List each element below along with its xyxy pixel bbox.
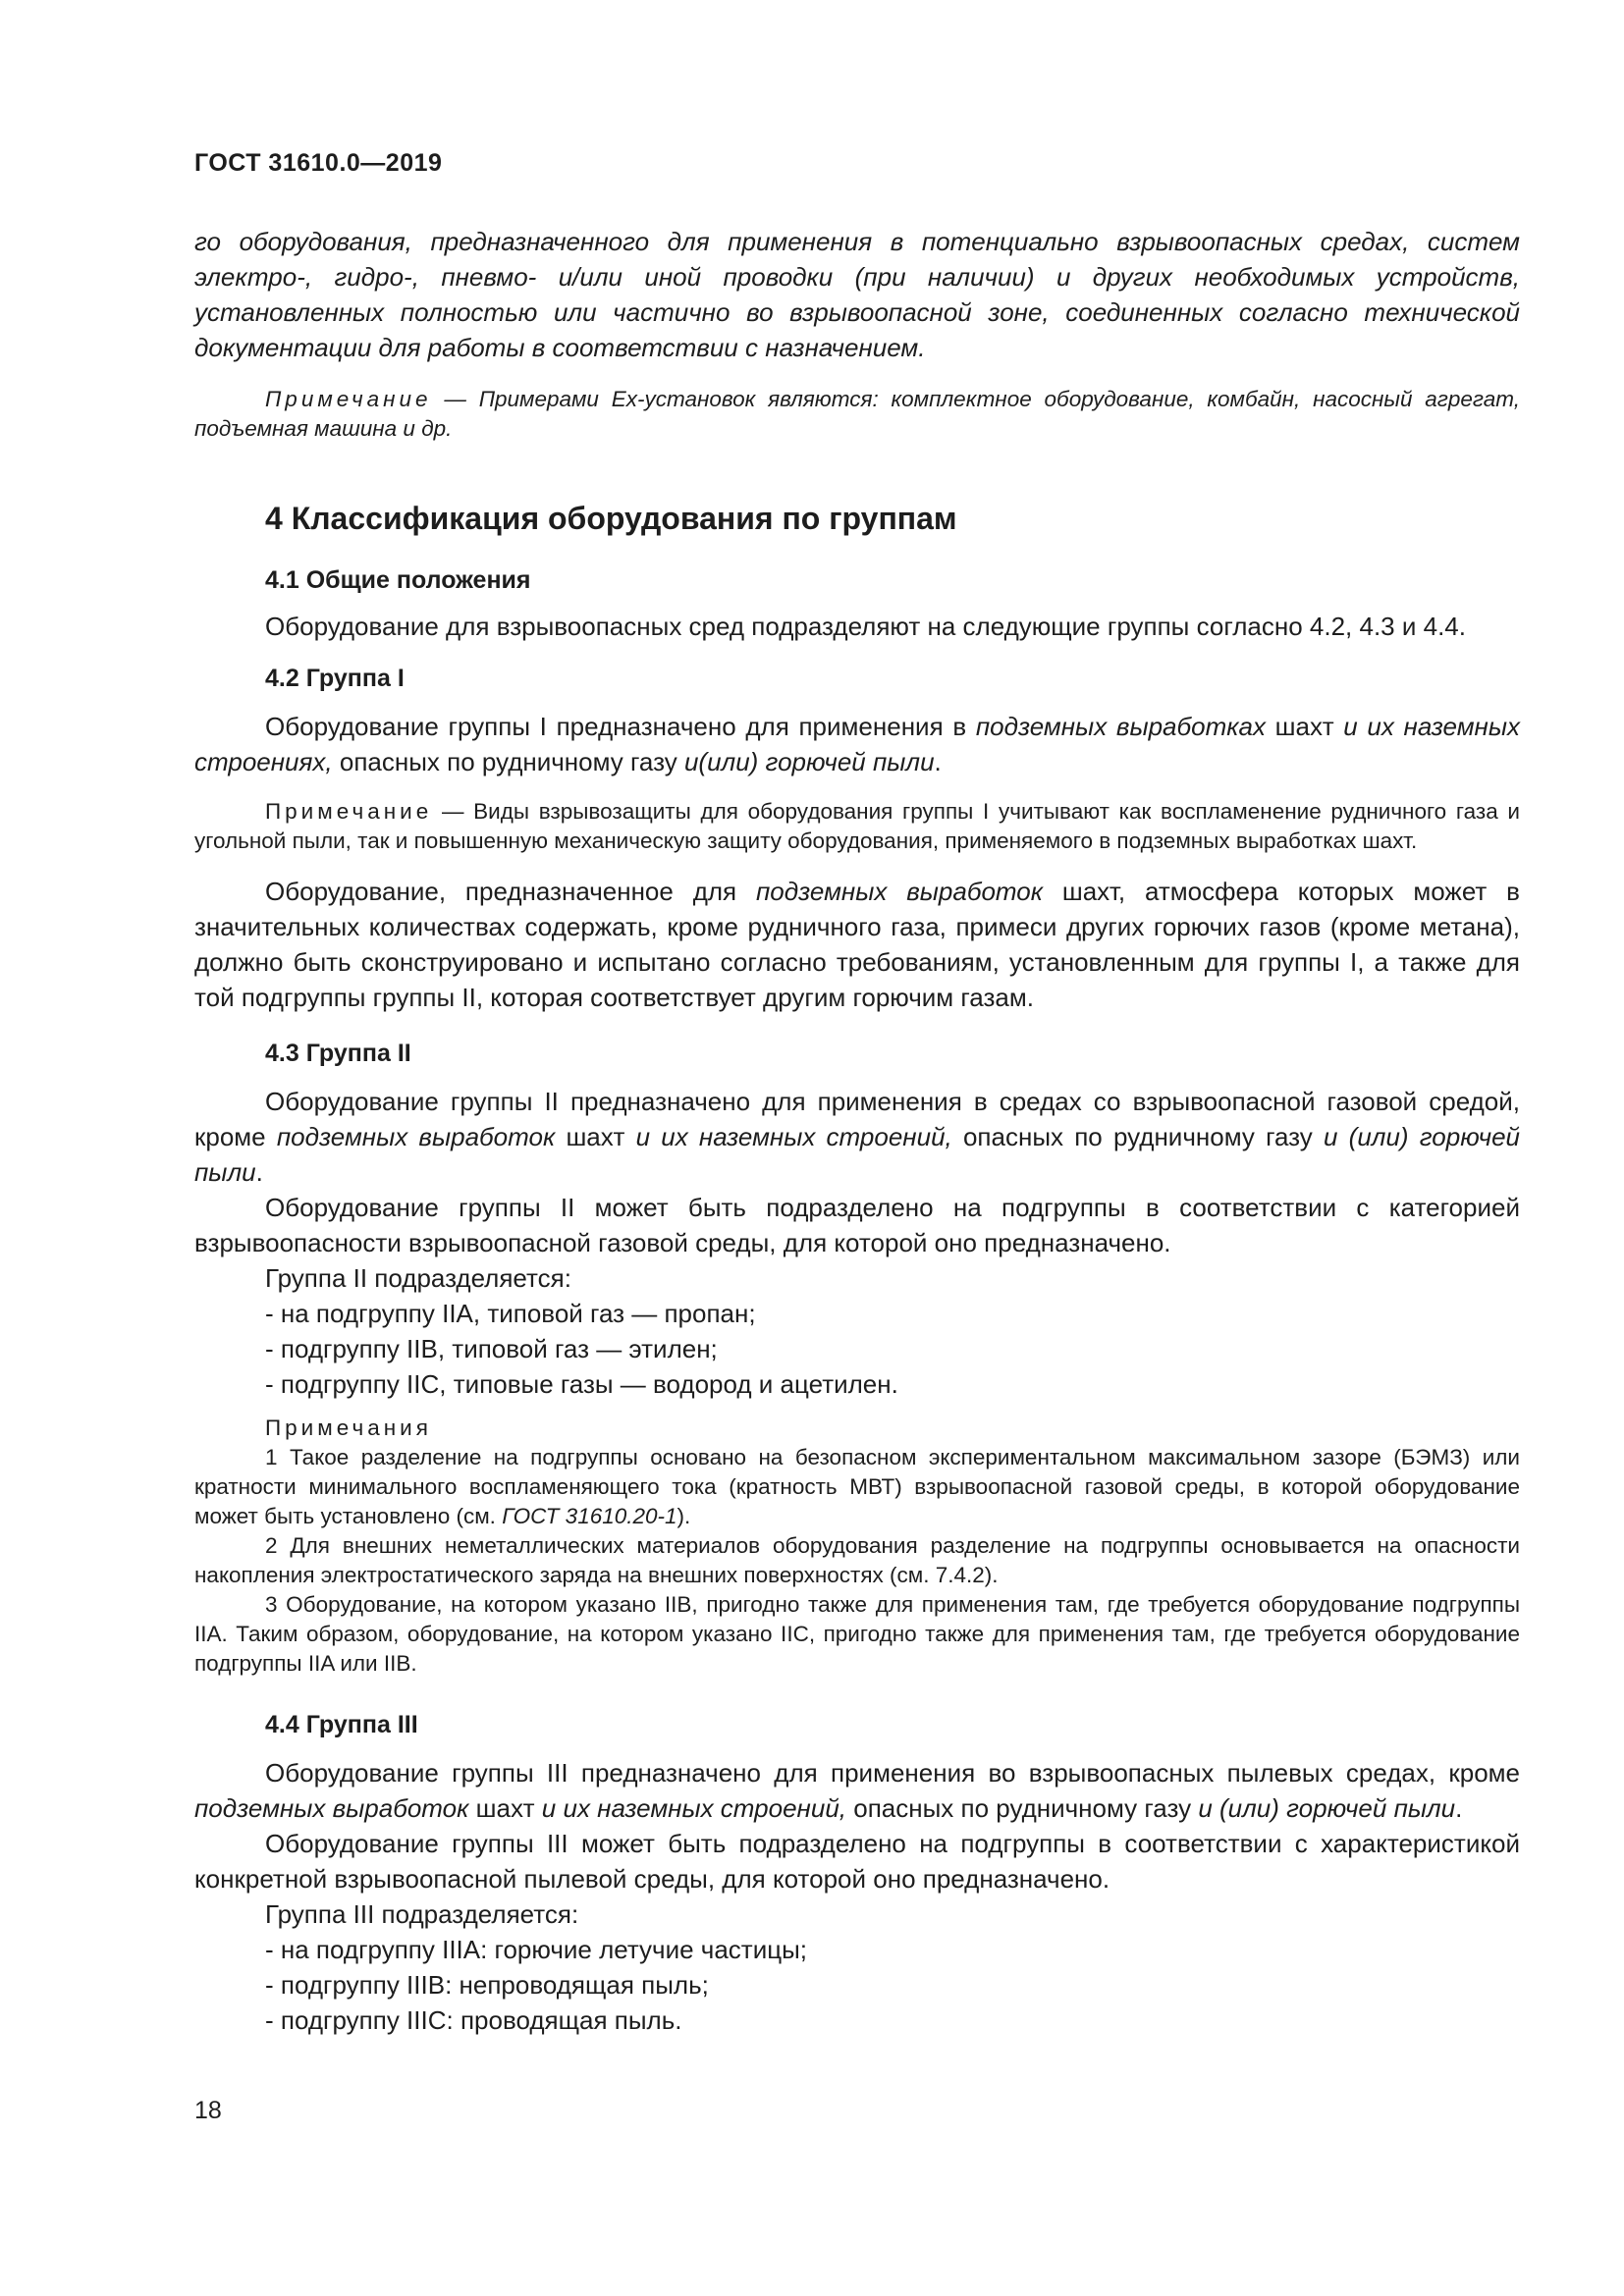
list-item: - подгруппу IIC, типовые газы — водород и ацетилен. [265, 1369, 898, 1399]
note-label: Примечание [265, 799, 433, 824]
page-content [194, 224, 1520, 2038]
section-4-3-paragraph-2: Оборудование группы II может быть подразделено на подгруппы в соответствии с категорией взрывоопасности взрывоопасной газовой среды, для которой оно предназначено. [194, 1193, 1520, 1257]
section-4-3-heading: 4.3 Группа II [265, 1040, 411, 1067]
section-4-2-heading: 4.2 Группа I [265, 665, 405, 692]
list-item: - подгруппу IIIC: проводящая пыль. [265, 2005, 682, 2035]
section-4-1-text: Оборудование для взрывоопасных сред подразделяют на следующие группы согласно 4.2, 4.3 и 4.4. [265, 612, 1466, 641]
section-4-4-paragraph-1: Оборудование группы III предназначено для применения во взрывоопасных пылевых средах, кроме подземных выработок шахт и их наземных строений, опасных по рудничному газу и (или) горючей пыли. [194, 1758, 1520, 1823]
section-4-4-heading: 4.4 Группа III [265, 1711, 418, 1738]
list-item: - подгруппу IIIB: непроводящая пыль; [265, 1970, 709, 2000]
page-number: 18 [194, 2097, 222, 2124]
intro-note [194, 385, 1520, 444]
section-4-title: 4 Классификация оборудования по группам [265, 501, 957, 536]
note-text: — Примерами Ex-установок являются: комплектное оборудование, комбайн, насосный агрегат, подъемная машина и др. [194, 387, 1520, 441]
section-4-3-note-2: 2 Для внешних неметаллических материалов оборудования разделение на подгруппы основывается на опасности накопления электростатического заряда на внешних поверхностях (см. 7.4.2). [194, 1533, 1520, 1587]
section-4-2-paragraph-2: Оборудование, предназначенное для подземных выработок шахт, атмосфера которых может в значительных количествах содержать, кроме рудничного газа, примеси других горючих газов (кроме метана), должно быть сконструировано и испытано согласно требованиям, установленным для группы I, а также для той подгруппы группы II, которая соответствует другим горючим газам. [194, 877, 1520, 1012]
section-4-4-list-intro: Группа III подразделяется: [265, 1899, 579, 1929]
section-4-3-paragraph-1: Оборудование группы II предназначено для применения в средах со взрывоопасной газовой средой, кроме подземных выработок шахт и их наземных строений, опасных по рудничному газу и (или) горючей пыли. [194, 1087, 1520, 1187]
section-4-3-notes-label: Примечания [265, 1415, 432, 1440]
section-4-3-list-intro: Группа II подразделяется: [265, 1263, 571, 1293]
list-item: - подгруппу IIB, типовой газ — этилен; [265, 1334, 718, 1363]
note-label: Примечание [265, 387, 432, 411]
section-4-1-heading: 4.1 Общие положения [265, 566, 531, 594]
section-4-2-paragraph-1: Оборудование группы I предназначено для применения в подземных выработках шахт и их наземных строениях, опасных по рудничному газу и(или) горючей пыли. [194, 712, 1520, 776]
intro-paragraph: го оборудования, предназначенного для применения в потенциально взрывоопасных средах, систем электро-, гидро-, пневмо- и/или иной проводки (при наличии) и других необходимых устройств, установленных полностью или частично во взрывоопасной зоне, соединенных согласно технической документации для работы в соответствии с назначением. [194, 227, 1520, 362]
section-4-3-note-1: 1 Такое разделение на подгруппы основано на безопасном экспериментальном максимальном зазоре (БЭМЗ) или кратности минимального воспламеняющего тока (кратность МВТ) взрывоопасной газовой среды, в которой оборудование может быть установлено (см. ГОСТ 31610.20-1). [194, 1445, 1520, 1528]
document-header: ГОСТ 31610.0—2019 [194, 149, 443, 177]
list-item: - на подгруппу IIIA: горючие летучие частицы; [265, 1935, 808, 1964]
section-4-2-note: Примечание — Виды взрывозащиты для оборудования группы I учитывают как воспламенение рудничного газа и угольной пыли, так и повышенную механическую защиту оборудования, применяемого в подземных выработках шахт. [194, 799, 1520, 853]
section-4-3-note-3: 3 Оборудование, на котором указано IIB, пригодно также для применения там, где требуется оборудование подгруппы IIA. Таким образом, оборудование, на котором указано IIC, пригодно также для применения там, где требуется оборудование подгруппы IIA или IIB. [194, 1592, 1520, 1676]
section-4-4-paragraph-2: Оборудование группы III может быть подразделено на подгруппы в соответствии с характеристикой конкретной взрывоопасной пылевой среды, для которой оно предназначено. [194, 1829, 1520, 1894]
list-item: - на подгруппу IIA, типовой газ — пропан; [265, 1299, 756, 1328]
